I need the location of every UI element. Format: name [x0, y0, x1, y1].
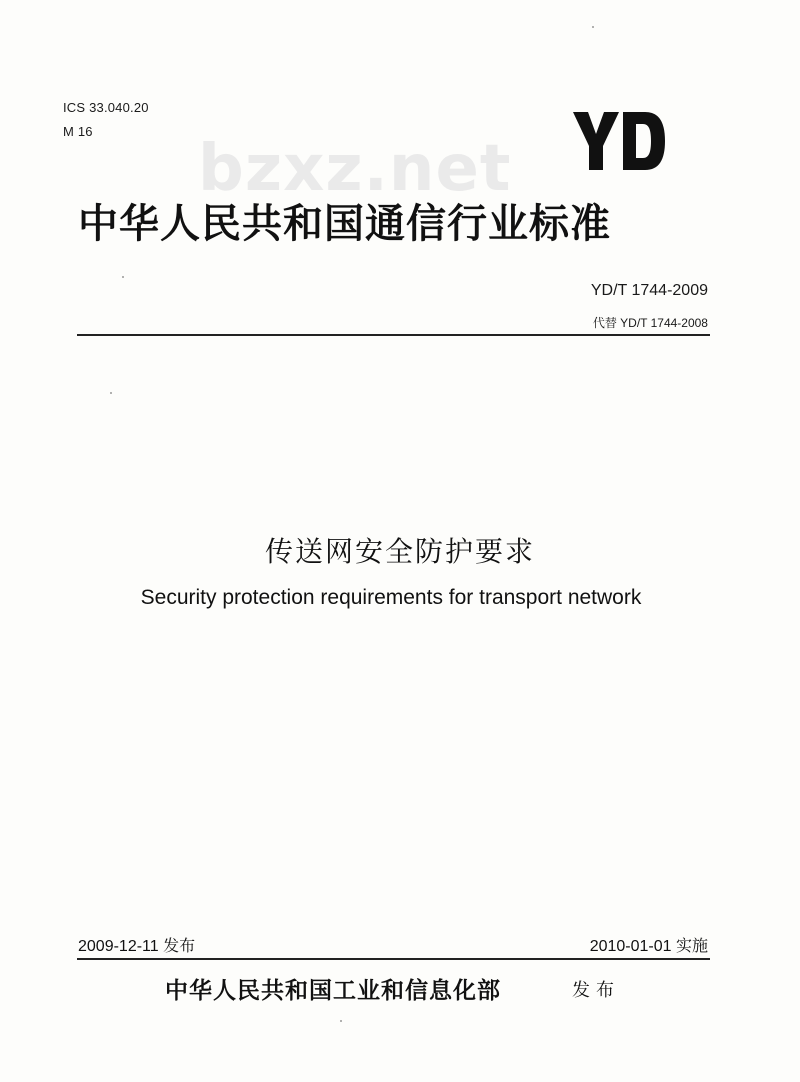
scan-speck: [110, 392, 112, 394]
classification-code: M 16: [63, 124, 93, 139]
document-title-chinese: 传送网安全防护要求: [264, 535, 535, 568]
watermark: bzxz.net: [198, 132, 512, 206]
replaces-standard: 代替 YD/T 1744-2008: [592, 316, 708, 330]
header-divider: [77, 334, 710, 336]
footer-divider: [77, 958, 710, 960]
scan-speck: [122, 276, 124, 278]
scan-speck: [592, 26, 594, 28]
agency-title: 中华人民共和国通信行业标准: [78, 201, 611, 247]
implementation-date: 2010-01-01 实施: [589, 938, 708, 955]
yd-logo-icon: [573, 110, 665, 172]
document-title-english: Security protection requirements for transport network: [140, 586, 642, 609]
publish-label: 发布: [572, 980, 620, 1001]
standard-number: YD/T 1744-2009: [590, 282, 708, 299]
issue-date: 2009-12-11 发布: [78, 938, 196, 955]
ics-code: ICS 33.040.20: [63, 100, 149, 115]
scan-speck: [340, 1020, 342, 1022]
publisher-name: 中华人民共和国工业和信息化部: [165, 977, 501, 1004]
